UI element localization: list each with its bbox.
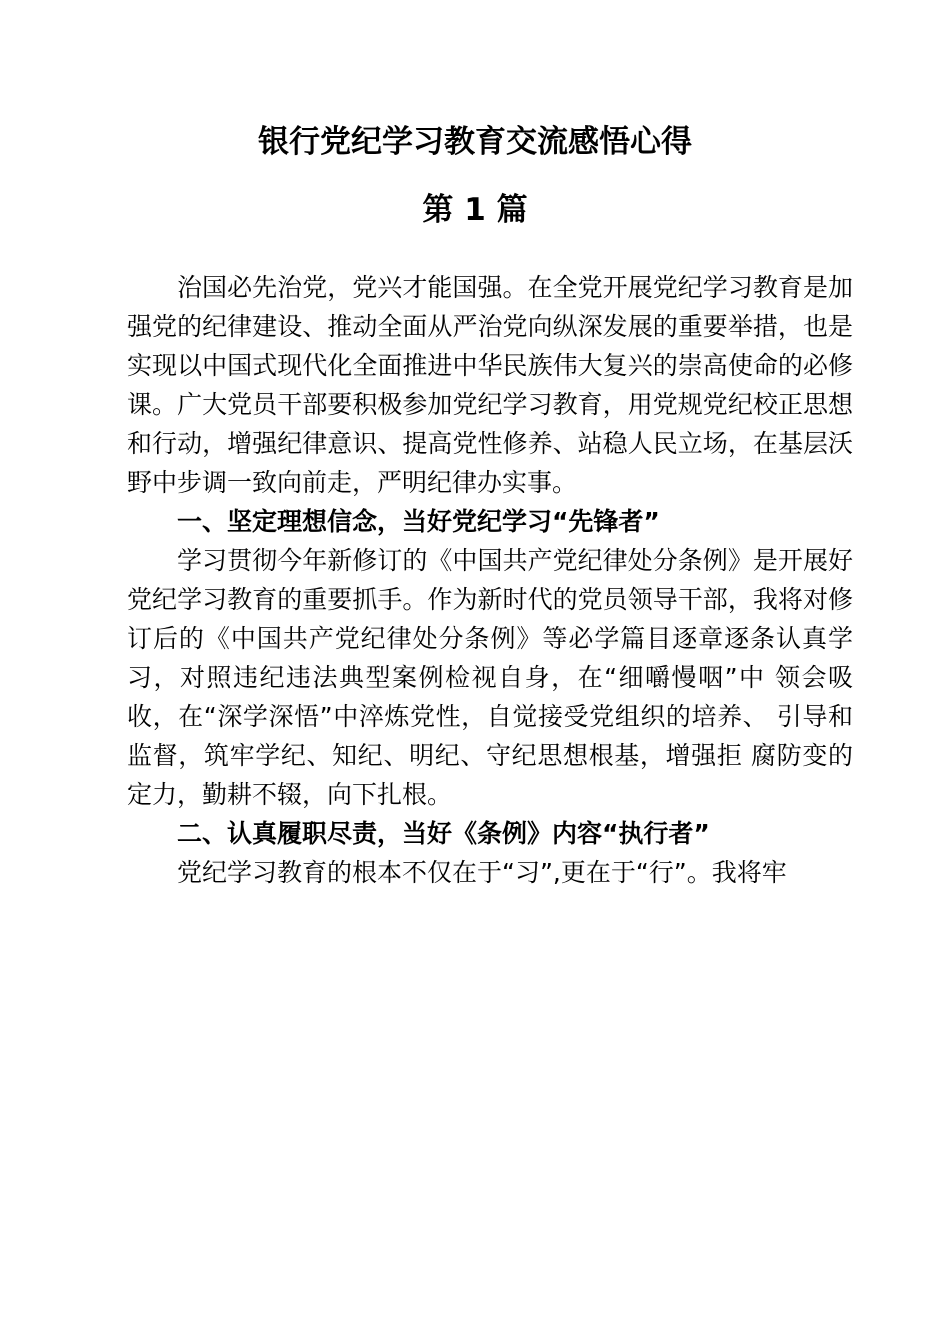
section-heading-1: 一、坚定理想信念，当好党纪学习“先锋者” <box>177 507 660 536</box>
paragraph-section-1: 学习贯彻今年新修订的《中国共产党纪律处分条例》是开展好党纪学习教育的重要抓手。作为新时代的党员领导干部，我将对修订后的《中国共产党纪律处分条例》等必学篇目逐章逐条认真学习，对照违纪违法典型案例检视自身，在“细嚼慢咽”中 领会吸收，在“深学深悟”中淬炼党性，自觉接受党组织的培养、 引导和监督，筑牢学纪、知纪、明纪、守纪思想根基，增强拒 腐防变的定力，勤耕不辍，向下扎根。 <box>127 546 853 809</box>
document-title: 银行党纪学习教育交流感悟心得 <box>258 124 692 160</box>
paragraph-intro: 治国必先治党，党兴才能国强。在全党开展党纪学习教育是加强党的纪律建设、推动全面从严治党向纵深发展的重要举措，也是实现以中国式现代化全面推进中华民族伟大复兴的崇高使命的必修课。广大党员干部要积极参加党纪学习教育，用党规党纪校正思想和行动，增强纪律意识、提高党性修养、站稳人民立场，在基层沃野中步调一致向前走，严明纪律办实事。 <box>127 273 853 497</box>
document-subtitle: 第 1 篇 <box>422 192 528 228</box>
document-body <box>127 268 853 892</box>
paragraph-section-2: 党纪学习教育的根本不仅在于“习”,更在于“行”。我将牢 <box>177 858 787 887</box>
section-heading-2: 二、认真履职尽责，当好《条例》内容“执行者” <box>177 819 710 848</box>
